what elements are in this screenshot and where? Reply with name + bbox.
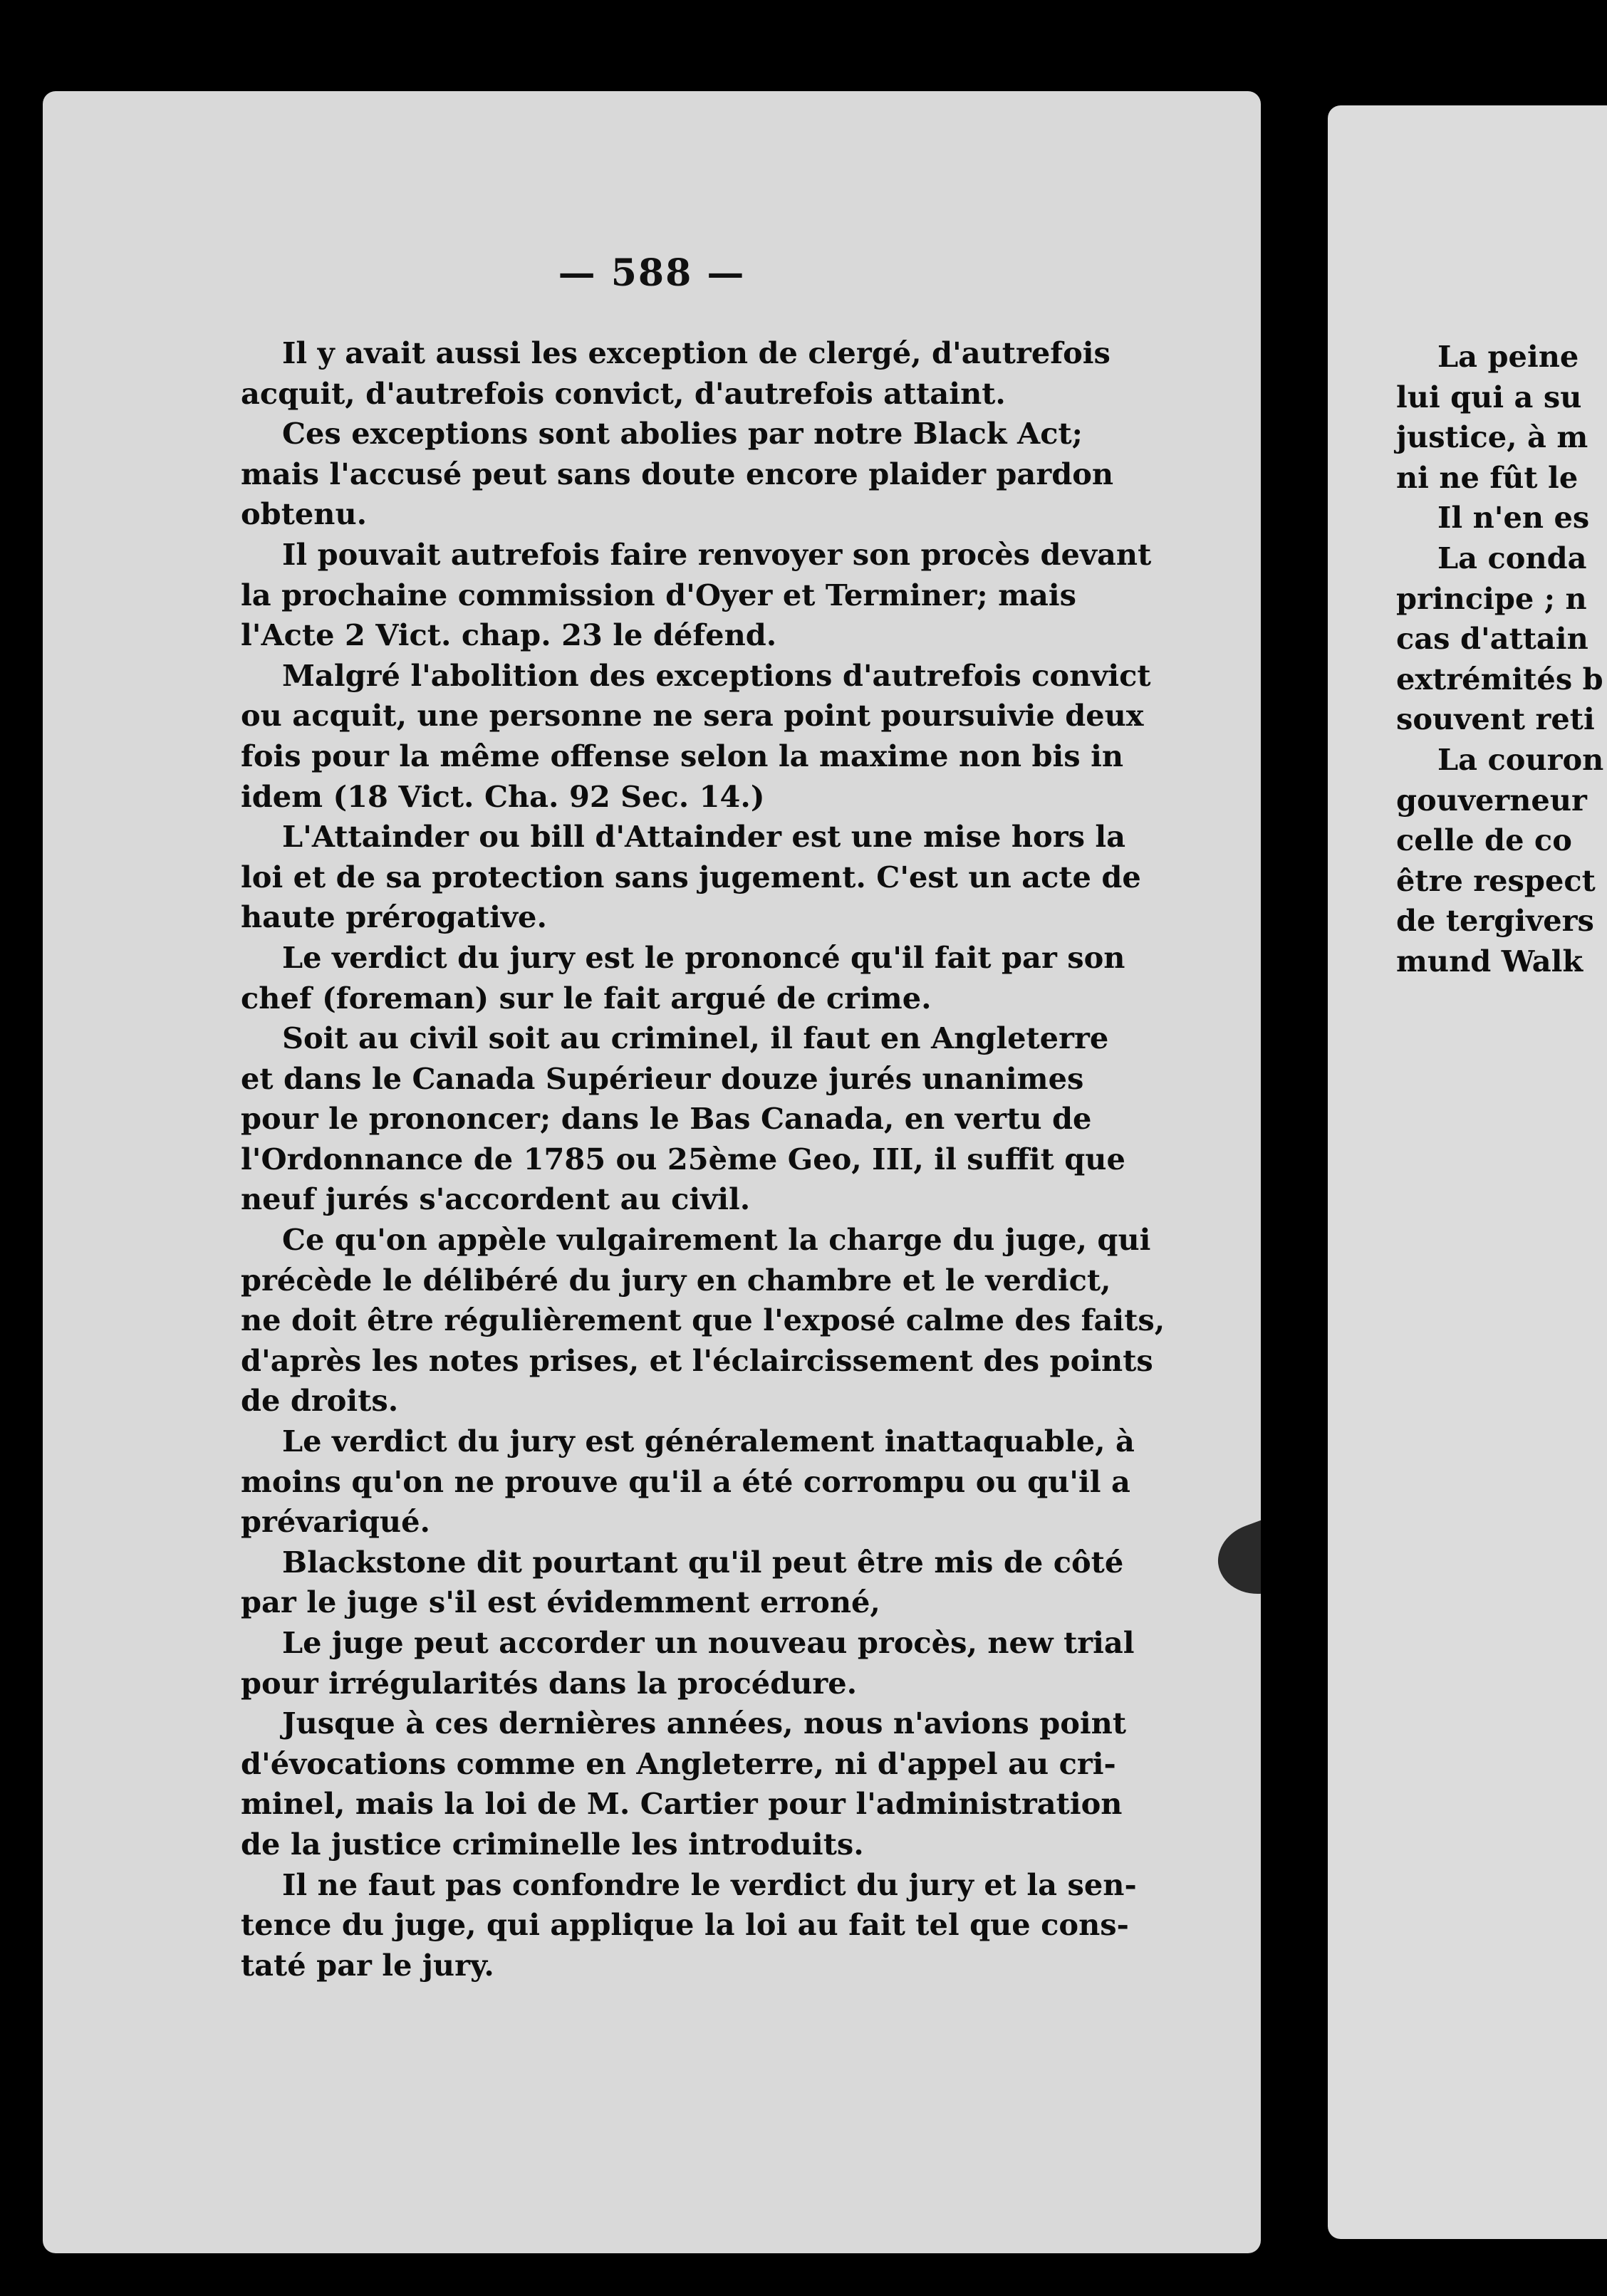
text-line: acquit, d'autrefois convict, d'autrefois attaint. [241,375,1006,411]
text-line: minel, mais la loi de M. Cartier pour l'administration [241,1786,1123,1822]
text-line: cas d'attain [1396,621,1588,657]
text-line: Soit au civil soit au criminel, il faut en Angleterre [282,1021,1109,1056]
text-line: par le juge s'il est évidemment erroné, [241,1585,880,1620]
text-line: La couron [1437,741,1604,777]
text-line: la prochaine commission d'Oyer et Terminer; mais [241,577,1077,612]
text-line: haute prérogative. [241,899,547,935]
left-page [43,91,1261,2253]
text-line: loi et de sa protection sans jugement. C'est un acte de [241,859,1141,894]
right-page-fragment [1328,105,1607,2239]
text-line: mund Walk [1396,943,1583,979]
text-line: L'Attainder ou bill d'Attainder est une mise hors la [282,819,1126,855]
text-line: précède le délibéré du jury en chambre et le verdict, [241,1262,1111,1298]
text-line: Le verdict du jury est le prononcé qu'il fait par son [282,939,1125,975]
text-line: l'Ordonnance de 1785 ou 25ème Geo, III, il suffit que [241,1141,1125,1176]
text-line: être respect [1396,862,1596,898]
text-line: idem (18 Vict. Cha. 92 Sec. 14.) [241,778,765,814]
text-line: ou acquit, une personne ne sera point poursuivie deux [241,698,1144,734]
text-line: tence du juge, qui applique la loi au fait tel que cons- [241,1907,1129,1943]
text-line: Ces exceptions sont abolies par notre Black Act; [282,416,1083,452]
text-line: souvent reti [1396,701,1595,737]
text-line: Jusque à ces dernières années, nous n'avions point [282,1706,1126,1741]
text-line: pour irrégularités dans la procédure. [241,1665,858,1701]
text-line: Le verdict du jury est généralement inattaquable, à [282,1424,1135,1459]
text-line: d'après les notes prises, et l'éclaircissement des points [241,1342,1153,1378]
text-line: de droits. [241,1383,399,1419]
text-line: La conda [1437,540,1587,575]
page-body-text [241,333,1210,1985]
text-line: de la justice criminelle les introduits. [241,1826,864,1862]
text-line: d'évocations comme en Angleterre, ni d'appel au cri- [241,1746,1116,1781]
text-line: l'Acte 2 Vict. chap. 23 le défend. [241,617,777,653]
text-line: pour le prononcer; dans le Bas Canada, en vertu de [241,1101,1092,1137]
text-line: celle de co [1396,823,1572,858]
text-line: mais l'accusé peut sans doute encore plaider pardon [241,456,1114,491]
ink-stain [1209,1510,1261,1606]
text-line: prévariqué. [241,1504,430,1540]
text-line: chef (foreman) sur le fait argué de crime. [241,980,932,1016]
text-line: et dans le Canada Supérieur douze jurés unanimes [241,1060,1084,1096]
text-line: lui qui a su [1396,379,1582,414]
page-number: — 588 — [558,251,746,295]
text-line: principe ; n [1396,580,1587,616]
text-line: de tergivers [1396,903,1594,939]
text-line: neuf jurés s'accordent au civil. [241,1181,751,1217]
text-line: taté par le jury. [241,1947,494,1983]
text-line: Il ne faut pas confondre le verdict du jury et la sen- [282,1867,1137,1902]
text-line: Malgré l'abolition des exceptions d'autrefois convict [282,657,1151,693]
text-line: ne doit être régulièrement que l'exposé calme des faits, [241,1303,1165,1338]
text-line: moins qu'on ne prouve qu'il a été corrompu ou qu'il a [241,1463,1130,1499]
text-line: fois pour la même offense selon la maxime non bis in [241,738,1124,773]
text-line: extrémités b [1396,661,1603,696]
text-line: gouverneur [1396,782,1587,818]
text-line: Blackstone dit pourtant qu'il peut être mis de côté [282,1544,1124,1580]
text-line: ni ne fût le [1396,459,1579,495]
text-line: Ce qu'on appèle vulgairement la charge du juge, qui [282,1222,1151,1258]
text-line: La peine [1437,339,1579,374]
text-line: obtenu. [241,496,368,532]
text-line: justice, à m [1396,419,1588,455]
text-line: Il pouvait autrefois faire renvoyer son procès devant [282,536,1152,572]
right-page-text [1396,337,1607,982]
text-line: Il y avait aussi les exception de clergé, d'autrefois [282,335,1111,370]
text-line: Le juge peut accorder un nouveau procès, new trial [282,1625,1135,1660]
text-line: Il n'en es [1437,500,1590,536]
